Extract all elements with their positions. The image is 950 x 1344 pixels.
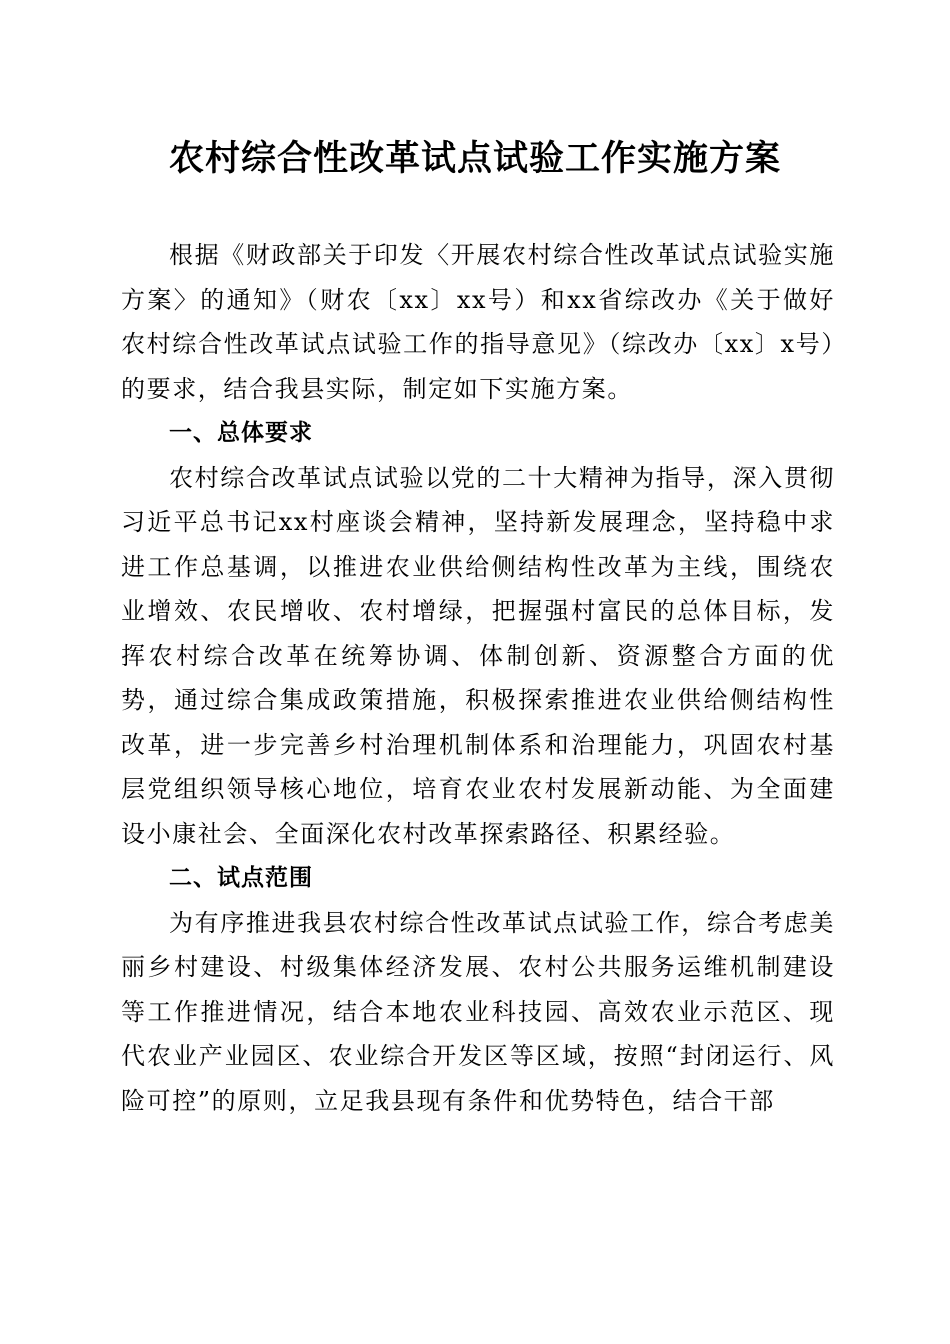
intro-paragraph: 根据《财政部关于印发〈开展农村综合性改革试点试验实施方案〉的通知》（财农〔xx〕xx号）和xx省综改办《关于做好农村综合性改革试点试验工作的指导意见》（综改办〔xx〕x号）的要求，结合我县实际，制定如下实施方案。 [121,241,835,403]
general-requirements-paragraph: 农村综合改革试点试验以党的二十大精神为指导，深入贯彻习近平总书记xx村座谈会精神，坚持新发展理念，坚持稳中求进工作总基调，以推进农业供给侧结构性改革为主线，围绕农业增效、农民增收、农村增绿，把握强村富民的总体目标，发挥农村综合改革在统筹协调、体制创新、资源整合方面的优势，通过综合集成政策措施，积极探索推进农业供给侧结构性改革，进一步完善乡村治理机制体系和治理能力，巩固农村基层党组织领导核心地位，培育农业农村发展新动能、为全面建设小康社会、全面深化农村改革探索路径、积累经验。 [121,463,835,848]
document-body [121,233,835,1123]
section-heading-general-requirements: 一、总体要求 [169,420,313,446]
pilot-scope-paragraph: 为有序推进我县农村综合性改革试点试验工作，综合考虑美丽乡村建设、村级集体经济发展、农村公共服务运维机制建设等工作推进情况，结合本地农业科技园、高效农业示范区、现代农业产业园区、农业综合开发区等区域，按照“封闭运行、风险可控”的原则，立足我县现有条件和优势特色，结合干部 [121,908,835,1115]
section-heading-pilot-scope: 二、试点范围 [169,865,313,891]
document-title: 农村综合性改革试点试验工作实施方案 [168,138,781,179]
